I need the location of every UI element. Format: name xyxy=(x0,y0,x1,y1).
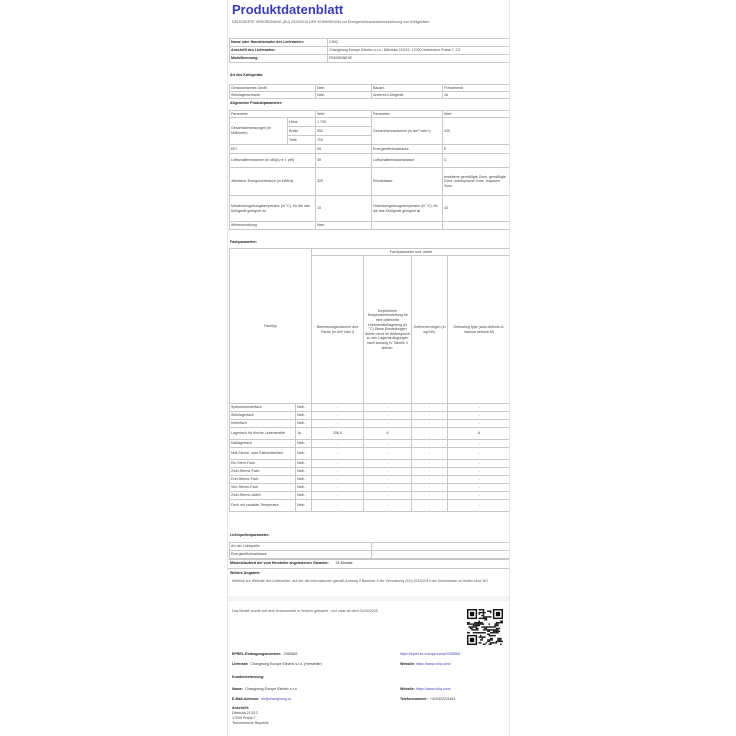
field-label: Energieeffizienzklasse xyxy=(230,551,372,559)
compartment-value: - xyxy=(312,440,364,448)
parameter-name: Luftschallemissionsklasse xyxy=(372,154,443,168)
column-header: Parameter xyxy=(372,111,443,118)
address-block xyxy=(232,706,269,726)
compartment-table xyxy=(229,248,510,512)
compartment-value: - xyxy=(448,476,510,484)
compartment-present: Nein xyxy=(296,412,312,420)
table-row xyxy=(230,543,511,551)
table-row xyxy=(230,468,511,476)
compartment-present: Nein xyxy=(296,448,312,460)
column-header: Empfohlene Temperatureinstellung für eine optimierte Lebensmittellagerung (in °C) Diese Einstellungen dürfen nicht im Widerspruch zu den Lagerbedingungen nach Anhang IV Tabelle 3 stehen. xyxy=(364,256,412,404)
more-info-text: Weblink zur Website des Lieferanten, auf der die Informationen gemäß Anhang II Nummer 4 der Verordnung (EU) 2019/2019 der Kommission zu finden sind: NO xyxy=(232,579,488,583)
supplier-row xyxy=(232,662,322,666)
compartment-present: Nein xyxy=(296,460,312,468)
column-header: Fachtyp xyxy=(230,249,312,404)
compartment-value: - xyxy=(448,484,510,492)
compartment-value: - xyxy=(448,448,510,460)
column-group-header: Fachparameter und -werte xyxy=(312,249,510,256)
field-value: FBM350NE4E xyxy=(328,55,511,63)
compartment-value: - xyxy=(412,404,448,412)
table-row xyxy=(230,168,511,196)
more-info-heading: Weitere Angaben: xyxy=(230,571,261,575)
table-row xyxy=(230,196,511,222)
field-label: Modellkennung: xyxy=(230,55,328,63)
compartment-value: - xyxy=(364,404,412,412)
compartment-value: - xyxy=(412,468,448,476)
compartment-value: - xyxy=(364,440,412,448)
product-data-sheet xyxy=(227,0,510,736)
column-header: Wert xyxy=(443,111,511,118)
compartment-value: - xyxy=(448,412,510,420)
table-row xyxy=(230,412,511,420)
parameter-value: C xyxy=(443,154,511,168)
parameter-value: 43 xyxy=(443,196,511,222)
compartment-value: - xyxy=(364,420,412,428)
compartment-name: Null-Sterne- oder Eisbereiterfach xyxy=(230,448,296,460)
table-row xyxy=(230,55,511,63)
service-name-label: Name: xyxy=(232,687,243,691)
field-label: Anschrift des Lieferanten: xyxy=(230,47,328,55)
compartment-name: Vier-Sterne-Fach xyxy=(230,484,296,492)
compartment-value: - xyxy=(448,460,510,468)
service-website-link[interactable]: https://www.chiq.com/ xyxy=(415,687,451,691)
compartment-value: - xyxy=(412,412,448,420)
eprel-number xyxy=(232,652,298,656)
parameter-name xyxy=(372,222,443,230)
table-row xyxy=(230,222,511,230)
compartment-value: - xyxy=(364,412,412,420)
address-line: Tschechische Republik xyxy=(232,721,269,725)
table-row xyxy=(230,448,511,460)
table-row xyxy=(230,39,511,47)
field-value: Freistehend xyxy=(443,85,511,92)
field-label: Weinlagerschrank: xyxy=(230,92,316,99)
dimension-value: 1 795 xyxy=(316,118,372,127)
compartment-name: Kellerfach xyxy=(230,420,296,428)
compartment-value: - xyxy=(312,468,364,476)
compartment-name: Weinlagerfach xyxy=(230,412,296,420)
dimension-value: 704 xyxy=(316,136,372,145)
warranty-row xyxy=(230,561,353,565)
dimension-name: Tiefe xyxy=(288,136,316,145)
compartment-value: - xyxy=(412,420,448,428)
parameter-name: EEI xyxy=(230,145,316,154)
compartment-section-heading: Fachparameter: xyxy=(230,240,257,244)
service-website-label: Website: xyxy=(400,687,415,691)
parameter-name: Energieeffizienzklasse xyxy=(372,145,443,154)
compartment-name: Speisekammerfach xyxy=(230,404,296,412)
compartment-name: Kaltlagerfach xyxy=(230,440,296,448)
warranty-value: 24 Monate xyxy=(335,561,353,565)
eprel-link[interactable]: https://eprel.ec.europa.eu/qr/2265563 xyxy=(400,652,460,656)
field-value: Nein xyxy=(316,92,372,99)
regulation-text: DELEGIERTE VERORDNUNG (EU) 2019/2016 DER KOMMISSION zur Energieverbrauchskennzeichnung von Kühlgeräten xyxy=(232,20,430,24)
compartment-present: Nein xyxy=(296,420,312,428)
parameter-name: Winterschaltung xyxy=(230,222,316,230)
compartment-value: - xyxy=(312,492,364,500)
compartment-value: - xyxy=(312,476,364,484)
compartment-value: A xyxy=(448,428,510,440)
compartment-value: - xyxy=(412,428,448,440)
compartment-name: Drei-Sterne-Fach xyxy=(230,476,296,484)
compartment-value: - xyxy=(448,468,510,476)
compartment-value: - xyxy=(364,448,412,460)
table-row xyxy=(230,551,511,559)
service-website-row xyxy=(400,687,451,691)
compartment-present: Nein xyxy=(296,404,312,412)
supplier-website-link[interactable]: https://www.chiq.com/ xyxy=(415,662,451,666)
compartment-value: - xyxy=(312,500,364,512)
dimensions-label: Gesamtabmessungen (in Millimeter) xyxy=(230,118,288,145)
parameter-value: erweiterte gemäßigte Zone, gemäßigte Zone, subtropische Zone, tropische Zone xyxy=(443,168,511,196)
field-value: - xyxy=(372,543,511,551)
table-row xyxy=(230,154,511,168)
supplier-label: Lieferant: xyxy=(232,662,249,666)
light-source-table xyxy=(229,542,510,559)
compartment-name: Fach mit variabler Temperatur xyxy=(230,500,296,512)
market-date-text: Das Modell wurde auf dem Unionsmarkt in Verkehr gebracht , und zwar ab dem 01/04/2025 xyxy=(232,609,378,613)
appliance-type-table xyxy=(229,84,510,99)
parameter-value: E xyxy=(443,145,511,154)
parameter-value xyxy=(443,222,511,230)
parameter-name: Jährlicher Energieverbrauch (in kWh/a) xyxy=(230,168,316,196)
compartment-value: - xyxy=(312,420,364,428)
table-row xyxy=(230,500,511,512)
compartment-present: Nein xyxy=(296,484,312,492)
email-row xyxy=(232,697,291,701)
field-value: - xyxy=(372,551,511,559)
table-row xyxy=(230,428,511,440)
compartment-value: - xyxy=(448,500,510,512)
compartment-value: 256,0 xyxy=(312,428,364,440)
page-title: Produktdatenblatt xyxy=(232,2,344,17)
compartment-value: - xyxy=(412,460,448,468)
field-value: Changhong Europe Electric s.r.o., Dělnická 213/12, 17000 Holešovice Praha 7, CZ xyxy=(328,47,511,55)
compartment-value: 6 xyxy=(364,428,412,440)
compartment-present: Nein xyxy=(296,492,312,500)
table-row xyxy=(230,85,511,92)
compartment-value: - xyxy=(312,460,364,468)
table-row xyxy=(230,440,511,448)
phone-value: +420322211611 xyxy=(429,697,456,701)
field-label: Geräuscharmes Gerät: xyxy=(230,85,316,92)
parameter-name: Höchstumgebungstemperatur (in °C), für die das Kühlgerät geeignet ist xyxy=(372,196,443,222)
compartment-value: - xyxy=(448,420,510,428)
supplier-value: Changhong Europe Electric s.r.o. (Hersteller) xyxy=(250,662,322,666)
compartment-value: - xyxy=(364,468,412,476)
compartment-value: - xyxy=(364,460,412,468)
compartment-value: - xyxy=(312,412,364,420)
table-row xyxy=(230,484,511,492)
service-name-row xyxy=(232,687,298,691)
parameter-value: 39 xyxy=(316,154,372,168)
compartment-value: - xyxy=(364,500,412,512)
supplier-website-row xyxy=(400,662,451,666)
eprel-value: 2265563 xyxy=(283,652,298,656)
compartment-value: - xyxy=(364,476,412,484)
compartment-present: Nein xyxy=(296,476,312,484)
compartment-present: Ja xyxy=(296,428,312,440)
light-section-heading: Lichtquellenparameter: xyxy=(230,533,270,537)
supplier-website-label: Website: xyxy=(400,662,415,666)
compartment-value: - xyxy=(412,448,448,460)
compartment-value: - xyxy=(364,484,412,492)
qr-code-icon[interactable] xyxy=(467,609,503,645)
table-row xyxy=(230,118,511,127)
customer-service-label: Kundenbetreuung: xyxy=(232,675,265,679)
compartment-present: Nein xyxy=(296,500,312,512)
service-name-value: Changhong Europe Electric s.r.o. xyxy=(245,687,298,691)
compartment-value: - xyxy=(412,440,448,448)
column-header: Bemessungsvolumen des Fachs (in dm³ oder l) xyxy=(312,256,364,404)
compartment-name: Ein-Stern-Fach xyxy=(230,460,296,468)
field-label: Anderes Kühlgerät: xyxy=(372,92,443,99)
compartment-name: Zwei-Sterne-Fach xyxy=(230,468,296,476)
eprel-label: EPREL-Eintragungsnummer: xyxy=(232,652,282,656)
dimension-name: Höhe xyxy=(288,118,316,127)
compartment-name: Lagerfach für frische Lebensmittel xyxy=(230,428,296,440)
field-value: CHiQ xyxy=(328,39,511,47)
phone-row xyxy=(400,697,455,701)
general-section-heading: Allgemeine Produktparameter: xyxy=(230,101,283,105)
compartment-value: - xyxy=(412,492,448,500)
parameter-value: Nein xyxy=(316,222,372,230)
table-row xyxy=(230,420,511,428)
table-row xyxy=(230,404,511,412)
general-parameters-table xyxy=(229,110,510,230)
column-header: Wert xyxy=(316,111,372,118)
compartment-value: - xyxy=(312,404,364,412)
compartment-value: - xyxy=(312,484,364,492)
volume-value: 335 xyxy=(443,118,511,145)
parameter-name: Mindestumgebungstemperatur (in °C), für die das Kühlgerät geeignet ist xyxy=(230,196,316,222)
email-label: E-Mail-Adresse: xyxy=(232,697,260,701)
compartment-present: Nein xyxy=(296,468,312,476)
compartment-value: - xyxy=(412,484,448,492)
parameter-name: Luftschallemissionen (in dB(A) re 1 pW) xyxy=(230,154,316,168)
compartment-value: - xyxy=(312,448,364,460)
compartment-present: Nein xyxy=(296,440,312,448)
compartment-value: - xyxy=(364,492,412,500)
parameter-value: 10 xyxy=(316,196,372,222)
table-header-row xyxy=(230,111,511,118)
table-row xyxy=(230,476,511,484)
table-header-row xyxy=(230,249,511,256)
phone-label: Telefonnummer: xyxy=(400,697,428,701)
field-value: Nein xyxy=(316,85,372,92)
warranty-label: Mindestlaufzeit der vom Hersteller angebotenen Garantie: xyxy=(230,561,329,565)
column-header: Defrosting type (auto-defrost=A, manual defrost=M) xyxy=(448,256,510,404)
table-row xyxy=(230,460,511,468)
customer-service-heading xyxy=(232,675,264,679)
dimension-value: 552 xyxy=(316,127,372,136)
table-row xyxy=(230,492,511,500)
dimension-name: Breite xyxy=(288,127,316,136)
address-line: 17000 Praha 7 xyxy=(232,716,256,720)
column-header: Parameter xyxy=(230,111,316,118)
field-label: Art der Lichtquelle xyxy=(230,543,372,551)
table-row xyxy=(230,47,511,55)
parameter-value: 320 xyxy=(316,168,372,196)
field-label: Bauart: xyxy=(372,85,443,92)
address-label: Anschrift: xyxy=(232,706,249,710)
compartment-name: Zwei-Sterne-Abteil xyxy=(230,492,296,500)
supplier-info-table xyxy=(229,38,510,63)
field-value: Ja xyxy=(443,92,511,99)
table-row xyxy=(230,145,511,154)
parameter-name: Klimaklasse: xyxy=(372,168,443,196)
table-row xyxy=(230,92,511,99)
email-link[interactable]: eh@changhong.cz xyxy=(261,697,292,701)
compartment-value: - xyxy=(448,404,510,412)
address-line: Dělnická 213/12 xyxy=(232,711,258,715)
type-section-heading: Art des Kühlgeräts: xyxy=(230,73,264,77)
compartment-value: - xyxy=(412,500,448,512)
compartment-value: - xyxy=(448,492,510,500)
parameter-value: 95 xyxy=(316,145,372,154)
volume-label: Gesamtnennvolumen (in dm³ oder l) xyxy=(372,118,443,145)
column-header: Gefriervermögen (in kg/24h) xyxy=(412,256,448,404)
compartment-value: - xyxy=(448,440,510,448)
compartment-value: - xyxy=(412,476,448,484)
field-label: Name oder Handelsmarke des Lieferanten: xyxy=(230,39,328,47)
